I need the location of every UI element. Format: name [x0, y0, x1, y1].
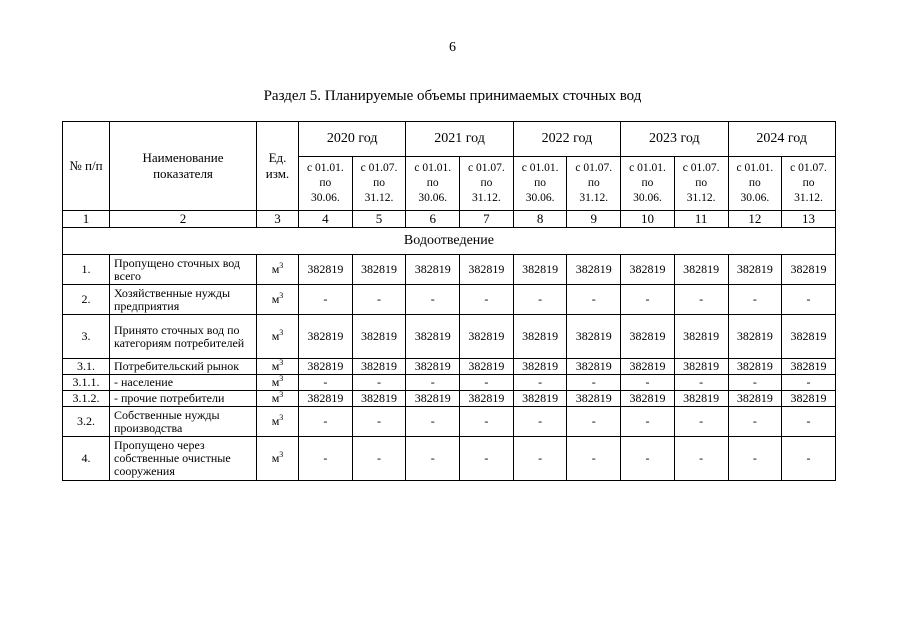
table-row — [63, 359, 836, 375]
row-value: - — [513, 437, 567, 481]
row-value: 382819 — [460, 255, 514, 285]
unit-exponent: 3 — [279, 328, 284, 337]
row-value: - — [460, 375, 514, 391]
row-value: 382819 — [299, 255, 353, 285]
row-value: 382819 — [782, 391, 836, 407]
row-value: - — [352, 375, 406, 391]
row-value: 382819 — [728, 255, 782, 285]
row-name: Пропущено через собственные очистные сооружения — [110, 437, 257, 481]
row-value: 382819 — [513, 255, 567, 285]
row-value: 382819 — [674, 391, 728, 407]
header-period — [406, 157, 460, 211]
unit-exponent: 3 — [279, 450, 284, 459]
unit-exponent: 3 — [279, 358, 284, 367]
header-period-line: с 01.01. — [414, 162, 452, 174]
row-value: 382819 — [621, 315, 675, 359]
table-row — [63, 407, 836, 437]
header-period-line: 30.06. — [418, 192, 448, 204]
column-number: 10 — [621, 211, 675, 228]
row-value: - — [621, 407, 675, 437]
header-period-line: с 01.01. — [306, 162, 344, 174]
header-period — [352, 157, 406, 211]
row-value: - — [299, 285, 353, 315]
unit-exponent: 3 — [279, 261, 284, 270]
header-year: 2023 год — [621, 122, 728, 157]
row-value: - — [299, 407, 353, 437]
header-period-line: 31.12. — [686, 192, 716, 204]
header-unit: Ед. изм. — [257, 122, 299, 211]
unit-exponent: 3 — [279, 291, 284, 300]
row-unit — [257, 375, 299, 391]
row-value: - — [352, 285, 406, 315]
header-period-line: с 01.01. — [736, 162, 774, 174]
row-value: - — [674, 375, 728, 391]
row-value: - — [782, 407, 836, 437]
row-value: - — [621, 375, 675, 391]
row-value: - — [406, 285, 460, 315]
row-unit — [257, 391, 299, 407]
unit-base: м — [271, 329, 280, 343]
header-period-line: по — [641, 177, 654, 189]
header-period-line: с 01.07. — [468, 162, 505, 174]
row-value: 382819 — [299, 315, 353, 359]
header-period-line: 31.12. — [472, 192, 501, 204]
row-value: 382819 — [460, 359, 514, 375]
column-number: 5 — [352, 211, 406, 228]
row-value: 382819 — [567, 359, 621, 375]
row-value: 382819 — [352, 255, 406, 285]
column-number: 12 — [728, 211, 782, 228]
row-value: 382819 — [299, 391, 353, 407]
unit-base: м — [271, 359, 280, 373]
column-number: 8 — [513, 211, 567, 228]
row-name: Принято сточных вод по категориям потребителей — [110, 315, 257, 359]
row-value: 382819 — [567, 255, 621, 285]
header-num: № п/п — [63, 122, 110, 211]
header-period-line: по — [426, 177, 439, 189]
row-value: - — [567, 375, 621, 391]
row-value: - — [406, 375, 460, 391]
row-value: 382819 — [299, 359, 353, 375]
header-period — [513, 157, 567, 211]
header-year: 2022 год — [513, 122, 620, 157]
row-value: 382819 — [621, 391, 675, 407]
header-period-line: с 01.01. — [629, 162, 666, 174]
row-value: 382819 — [567, 391, 621, 407]
row-value: - — [621, 285, 675, 315]
column-number: 11 — [674, 211, 728, 228]
row-name: Собственные нужды производства — [110, 407, 257, 437]
row-value: 382819 — [352, 391, 406, 407]
row-name: Потребительский рынок — [110, 359, 257, 375]
header-name: Наименование показателя — [110, 122, 257, 211]
row-value: - — [460, 407, 514, 437]
header-period — [299, 157, 353, 211]
row-value: - — [674, 407, 728, 437]
row-unit — [257, 255, 299, 285]
row-value: - — [567, 437, 621, 481]
header-year: 2021 год — [406, 122, 513, 157]
header-period-line: по — [373, 177, 385, 189]
header-period-line: по — [534, 177, 547, 189]
row-value: 382819 — [621, 255, 675, 285]
row-value: - — [567, 285, 621, 315]
column-number: 4 — [299, 211, 353, 228]
row-value: - — [567, 407, 621, 437]
row-value: - — [621, 437, 675, 481]
header-period — [728, 157, 782, 211]
header-period — [782, 157, 836, 211]
unit-base: м — [271, 391, 280, 405]
row-unit — [257, 285, 299, 315]
column-number-row — [63, 211, 836, 228]
row-number: 3.2. — [63, 407, 110, 437]
row-value: 382819 — [728, 359, 782, 375]
unit-exponent: 3 — [279, 413, 284, 422]
row-value: 382819 — [782, 359, 836, 375]
header-period-line: 31.12. — [579, 192, 609, 204]
row-value: 382819 — [567, 315, 621, 359]
row-value: 382819 — [728, 315, 782, 359]
row-value: - — [460, 285, 514, 315]
row-value: 382819 — [674, 315, 728, 359]
page-number: 6 — [449, 40, 456, 55]
header-period — [460, 157, 514, 211]
header-period — [567, 157, 621, 211]
row-value: - — [513, 375, 567, 391]
header-period-line: с 01.01. — [521, 162, 559, 174]
row-number: 3. — [63, 315, 110, 359]
row-value: - — [513, 285, 567, 315]
row-value: - — [299, 375, 353, 391]
row-value: - — [728, 407, 782, 437]
column-number: 3 — [257, 211, 299, 228]
header-period-line: 31.12. — [794, 192, 823, 204]
row-number: 4. — [63, 437, 110, 481]
header-period-line: 30.06. — [633, 192, 662, 204]
table-row — [63, 391, 836, 407]
row-number: 2. — [63, 285, 110, 315]
row-value: - — [782, 437, 836, 481]
row-value: 382819 — [728, 391, 782, 407]
row-value: - — [513, 407, 567, 437]
row-number: 3.1. — [63, 359, 110, 375]
row-name: - прочие потребители — [110, 391, 257, 407]
row-value: 382819 — [513, 391, 567, 407]
header-row-years — [63, 122, 836, 157]
unit-exponent: 3 — [279, 390, 284, 399]
row-value: - — [406, 437, 460, 481]
header-period — [621, 157, 675, 211]
table-row — [63, 255, 836, 285]
header-period-line: 30.06. — [310, 192, 340, 204]
header-year: 2024 год — [728, 122, 835, 157]
table-row — [63, 375, 836, 391]
column-number: 6 — [406, 211, 460, 228]
header-period-line: с 01.07. — [790, 162, 827, 174]
header-period-line: по — [802, 177, 815, 189]
section-title: Раздел 5. Планируемые объемы принимаемых сточных вод — [263, 88, 642, 104]
header-period-line: по — [748, 177, 761, 189]
unit-base: м — [271, 262, 280, 276]
unit-base: м — [271, 414, 280, 428]
row-number: 1. — [63, 255, 110, 285]
row-value: 382819 — [460, 315, 514, 359]
header-year: 2020 год — [299, 122, 406, 157]
row-value: - — [674, 437, 728, 481]
row-value: 382819 — [406, 315, 460, 359]
header-period-line: по — [319, 177, 332, 189]
header-period-line: по — [695, 177, 708, 189]
column-number: 2 — [110, 211, 257, 228]
column-number: 9 — [567, 211, 621, 228]
row-value: 382819 — [406, 359, 460, 375]
row-value: 382819 — [460, 391, 514, 407]
header-period-line: по — [587, 177, 600, 189]
row-value: - — [782, 285, 836, 315]
row-value: 382819 — [406, 391, 460, 407]
row-name: - население — [110, 375, 257, 391]
row-number: 3.1.1. — [63, 375, 110, 391]
row-value: - — [352, 437, 406, 481]
row-name: Хозяйственные нужды предприятия — [110, 285, 257, 315]
header-period-line: 30.06. — [525, 192, 555, 204]
row-value: 382819 — [352, 359, 406, 375]
row-value: - — [352, 407, 406, 437]
row-value: 382819 — [621, 359, 675, 375]
row-value: - — [299, 437, 353, 481]
row-value: 382819 — [352, 315, 406, 359]
row-value: 382819 — [513, 315, 567, 359]
row-value: 382819 — [513, 359, 567, 375]
table-row — [63, 315, 836, 359]
table-row — [63, 437, 836, 481]
unit-base: м — [271, 451, 280, 465]
row-unit — [257, 359, 299, 375]
section-row-label: Водоотведение — [63, 228, 836, 255]
column-number: 7 — [460, 211, 514, 228]
unit-exponent: 3 — [279, 374, 284, 383]
header-period — [674, 157, 728, 211]
header-period-line: по — [480, 177, 493, 189]
row-value: 382819 — [674, 359, 728, 375]
unit-base: м — [271, 375, 280, 389]
row-value: - — [728, 285, 782, 315]
header-period-line: 31.12. — [364, 192, 394, 204]
row-value: - — [674, 285, 728, 315]
header-period-line: с 01.07. — [360, 162, 398, 174]
row-value: 382819 — [782, 255, 836, 285]
row-value: - — [728, 375, 782, 391]
column-number: 1 — [63, 211, 110, 228]
row-value: - — [460, 437, 514, 481]
row-value: - — [728, 437, 782, 481]
table-row — [63, 285, 836, 315]
row-value: 382819 — [674, 255, 728, 285]
row-value: 382819 — [782, 315, 836, 359]
row-number: 3.1.2. — [63, 391, 110, 407]
header-period-line: с 01.07. — [575, 162, 613, 174]
row-name: Пропущено сточных вод всего — [110, 255, 257, 285]
row-value: 382819 — [406, 255, 460, 285]
column-number: 13 — [782, 211, 836, 228]
row-unit — [257, 315, 299, 359]
section-row — [63, 228, 836, 255]
row-unit — [257, 437, 299, 481]
row-unit — [257, 407, 299, 437]
water-volumes-table — [62, 121, 836, 481]
row-value: - — [406, 407, 460, 437]
row-value: - — [782, 375, 836, 391]
header-period-line: 30.06. — [740, 192, 770, 204]
header-period-line: с 01.07. — [682, 162, 720, 174]
unit-base: м — [271, 292, 280, 306]
